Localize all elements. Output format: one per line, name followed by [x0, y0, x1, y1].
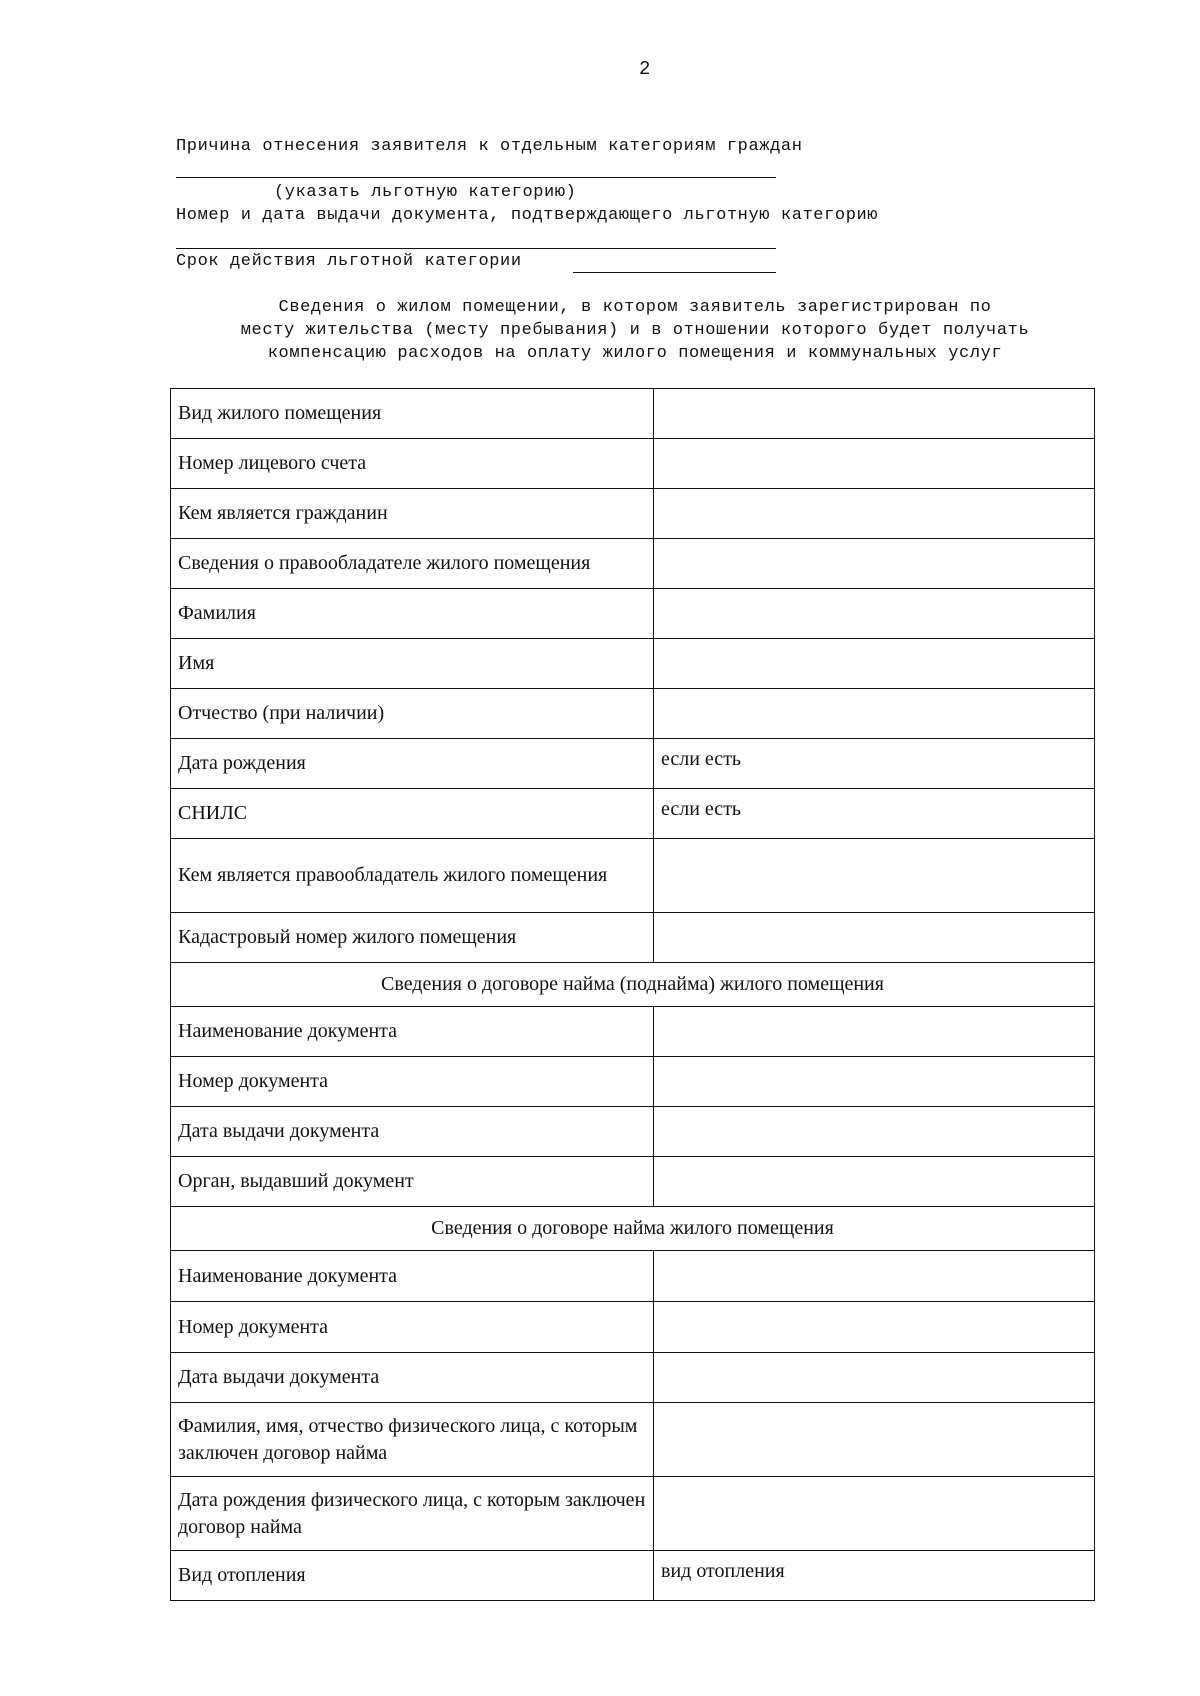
row-label: Номер документа [171, 1302, 654, 1353]
table-row [171, 439, 1095, 489]
document-label: Номер и дата выдачи документа, подтверждающего льготную категорию [176, 206, 879, 225]
row-value[interactable] [654, 639, 1095, 689]
row-label: Вид отопления [171, 1551, 654, 1601]
row-label: Отчество (при наличии) [171, 689, 654, 739]
row-value[interactable]: вид отопления [654, 1551, 1095, 1601]
row-value[interactable]: если есть [654, 739, 1095, 789]
table-row [171, 689, 1095, 739]
row-label: Дата рождения физического лица, с которым заключен договор найма [171, 1477, 654, 1551]
row-value[interactable] [654, 689, 1095, 739]
validity-label: Срок действия льготной категории [176, 252, 522, 271]
reason-label: Причина отнесения заявителя к отдельным категориям граждан [176, 137, 803, 156]
section-title-lease: Сведения о договоре найма жилого помещения [171, 1207, 1095, 1251]
row-label: Вид жилого помещения [171, 389, 654, 439]
intro-line-1: Сведения о жилом помещении, в котором заявитель зарегистрирован по [278, 298, 992, 317]
row-value[interactable] [654, 589, 1095, 639]
table-row [171, 489, 1095, 539]
table-row [171, 389, 1095, 439]
table-row [171, 1057, 1095, 1107]
row-label: Имя [171, 639, 654, 689]
row-label: Номер лицевого счета [171, 439, 654, 489]
row-label: Наименование документа [171, 1251, 654, 1302]
row-label: Дата рождения [171, 739, 654, 789]
row-value[interactable] [654, 1251, 1095, 1302]
table-row [171, 789, 1095, 839]
table-row [171, 1551, 1095, 1601]
row-label: Наименование документа [171, 1007, 654, 1057]
row-value[interactable] [654, 389, 1095, 439]
section-title-sublease: Сведения о договоре найма (поднайма) жилого помещения [171, 963, 1095, 1007]
intro-paragraph [170, 296, 1100, 365]
row-label: Кем является правообладатель жилого помещения [171, 839, 654, 913]
row-label: Кадастровый номер жилого помещения [171, 913, 654, 963]
reason-underline [176, 177, 776, 178]
table-row [171, 539, 1095, 589]
row-label: Номер документа [171, 1057, 654, 1107]
table-row [171, 1007, 1095, 1057]
row-value[interactable]: если есть [654, 789, 1095, 839]
row-label: Дата выдачи документа [171, 1107, 654, 1157]
row-value[interactable] [654, 839, 1095, 913]
table-row [171, 589, 1095, 639]
table-row [171, 1107, 1095, 1157]
row-value[interactable] [654, 1057, 1095, 1107]
row-label: СНИЛС [171, 789, 654, 839]
row-value[interactable] [654, 1353, 1095, 1403]
intro-line-3: компенсацию расходов на оплату жилого помещения и коммунальных услуг [267, 344, 1003, 363]
table-row [171, 639, 1095, 689]
row-value[interactable] [654, 539, 1095, 589]
table-row [171, 839, 1095, 913]
row-value[interactable] [654, 1157, 1095, 1207]
table-row [171, 1157, 1095, 1207]
document-underline [176, 248, 776, 249]
intro-line-2: месту жительства (месту пребывания) и в отношении которого будет получать [240, 321, 1030, 340]
page-number: 2 [638, 58, 651, 80]
table-row [171, 1403, 1095, 1477]
row-value[interactable] [654, 1007, 1095, 1057]
row-value[interactable] [654, 489, 1095, 539]
row-value[interactable] [654, 1403, 1095, 1477]
row-value[interactable] [654, 1302, 1095, 1353]
row-label: Сведения о правообладателе жилого помещения [171, 539, 654, 589]
table-row [171, 1302, 1095, 1353]
category-hint: (указать льготную категорию) [274, 183, 577, 202]
row-label: Фамилия, имя, отчество физического лица, с которым заключен договор найма [171, 1403, 654, 1477]
validity-underline [573, 272, 776, 273]
table-row [171, 913, 1095, 963]
housing-info-table [170, 388, 1095, 1601]
table-row [171, 1353, 1095, 1403]
row-value[interactable] [654, 913, 1095, 963]
row-value[interactable] [654, 1477, 1095, 1551]
table-row [171, 739, 1095, 789]
row-value[interactable] [654, 439, 1095, 489]
row-label: Орган, выдавший документ [171, 1157, 654, 1207]
row-label: Дата выдачи документа [171, 1353, 654, 1403]
section-row-sublease [171, 963, 1095, 1007]
row-label: Фамилия [171, 589, 654, 639]
table-row [171, 1251, 1095, 1302]
section-row-lease [171, 1207, 1095, 1251]
row-value[interactable] [654, 1107, 1095, 1157]
row-label: Кем является гражданин [171, 489, 654, 539]
table-row [171, 1477, 1095, 1551]
